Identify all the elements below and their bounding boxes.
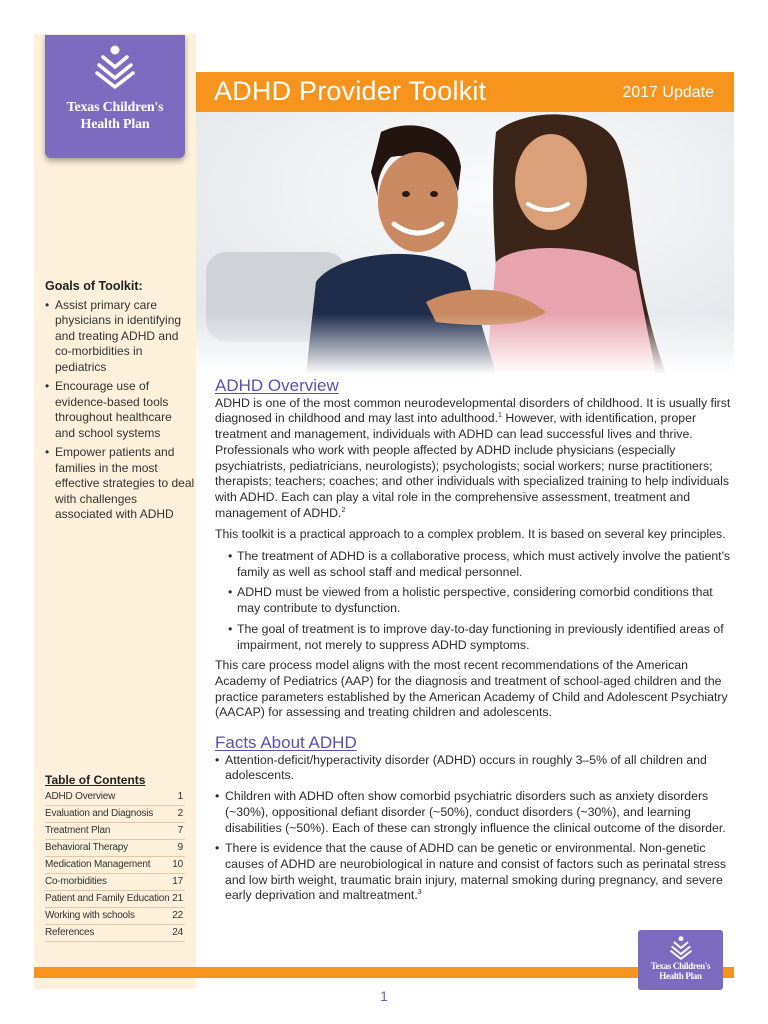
toc-label: Evaluation and Diagnosis [45, 808, 154, 819]
goals-item: • Encourage use of evidence-based tools throughout healthcare and school systems [45, 379, 195, 441]
goals-list [45, 298, 195, 523]
overview-text-b: However, with identification, proper treatment and management, individuals with ADHD can lead successful lives and thrive. Professionals who work with people affected by ADHD include physicians (especially psychiatrists, pediatricians, neurologists); psychologists; social workers; nurse practitioners; therapists; teachers; coaches; and other individuals with specialized training to help individuals with ADHD. Each can play a vital role in the comprehensive assessment, treatment and management of ADHD. [215, 411, 730, 520]
goals-section [45, 279, 195, 527]
photo-fade [196, 314, 734, 374]
toc-label: Behavioral Therapy [45, 842, 128, 853]
toc-page: 7 [177, 825, 183, 836]
toc-page: 10 [172, 859, 183, 870]
logo-name [45, 99, 185, 133]
logo-name-line2: Health Plan [659, 971, 702, 981]
table-of-contents [45, 773, 185, 942]
toc-row[interactable] [45, 891, 185, 908]
facts-list [215, 753, 735, 904]
brand-logo [45, 35, 185, 158]
toc-page: 22 [172, 910, 183, 921]
footer-logo-name [638, 961, 723, 981]
goals-item: • Empower patients and families in the most effective strategies to deal with challenges associated with ADHD [45, 445, 195, 523]
toc-row[interactable] [45, 874, 185, 891]
footnote-ref: 3 [417, 889, 422, 897]
fact-item: • Children with ADHD often show comorbid psychiatric disorders such as anxiety disorders (~30%), oppositional defiant disorder (~50%), conduct disorders (~30%), and learning disabilities (~50%). Each of these can strongly influence the clinical outcome of the disorder. [215, 789, 735, 836]
toc-page: 1 [177, 791, 183, 802]
principles-list [215, 549, 735, 653]
goals-item: • Assist primary care physicians in identifying and treating ADHD and co-morbidities in pediatrics [45, 298, 195, 376]
principle-item: • The treatment of ADHD is a collaborative process, which must actively involve the patient's family as well as school staff and medical personnel. [215, 549, 735, 580]
toc-row[interactable] [45, 908, 185, 925]
toc-label: ADHD Overview [45, 791, 116, 802]
header-bar [196, 72, 734, 112]
overview-paragraph-3: This care process model aligns with the most recent recommendations of the American Academy of Pediatrics (AAP) for the diagnosis and treatment of school-aged children and the practice parameters established by the American Academy of Child and Adolescent Psychiatry (AACAP) for assessing and treating children and adolescents. [215, 658, 728, 720]
toc-row[interactable] [45, 925, 185, 942]
fact-item: • Attention-deficit/hyperactivity disorder (ADHD) occurs in roughly 3–5% of all children and adolescents. [215, 753, 735, 784]
page-title: ADHD Provider Toolkit [214, 76, 487, 106]
toc-label: References [45, 927, 95, 938]
toc-label: Working with schools [45, 910, 135, 921]
main-content [215, 378, 735, 909]
toc-label: Medication Management [45, 859, 151, 870]
goals-heading: Goals of Toolkit: [45, 279, 143, 293]
overview-text-a: ADHD is one of the most common neurodevelopmental disorders of childhood. It is usually first diagnosed in childhood and may last into adulthood. [215, 395, 731, 426]
footnote-ref: 2 [341, 506, 346, 514]
overview-heading: ADHD Overview [215, 376, 339, 395]
heart-hands-logo-icon [95, 45, 135, 89]
facts-heading: Facts About ADHD [215, 733, 357, 753]
overview-paragraph-2: This toolkit is a practical approach to a complex problem. It is based on several key principles. [215, 527, 726, 542]
toc-row[interactable] [45, 857, 185, 874]
fact-item [215, 841, 735, 904]
toc-page: 9 [177, 842, 183, 853]
principle-item: • ADHD must be viewed from a holistic perspective, considering comorbid conditions that may contribute to dysfunction. [215, 585, 735, 616]
toc-page: 24 [172, 927, 183, 938]
toc-page: 17 [172, 876, 183, 887]
hero-photo [196, 112, 734, 374]
footer-logo [638, 930, 723, 990]
toc-label: Treatment Plan [45, 825, 111, 836]
toc-row[interactable] [45, 823, 185, 840]
logo-name-line1: Texas Children's [650, 961, 711, 971]
toc-page: 2 [177, 808, 183, 819]
footer-bar [34, 967, 734, 978]
logo-name-line1: Texas Children's [66, 100, 164, 115]
toc-row[interactable] [45, 840, 185, 857]
toc-label: Co-morbidities [45, 876, 107, 887]
page-number: 1 [380, 988, 388, 1004]
page-subtitle: 2017 Update [622, 84, 714, 101]
toc-heading: Table of Contents [45, 773, 146, 787]
toc-row[interactable] [45, 789, 185, 806]
fact-text: There is evidence that the cause of ADHD can be genetic or environmental. Non-genetic causes of ADHD are neurobiological in nature and consist of factors such as perinatal stress and low birth weight, traumatic brain injury, maternal smoking during pregnancy, and severe early deprivation and maltreatment. [225, 841, 727, 903]
overview-paragraph-1 [215, 396, 735, 522]
heart-hands-logo-icon [670, 936, 692, 960]
principle-item: • The goal of treatment is to improve day-to-day functioning in previously identified areas of impairment, not merely to suppress ADHD symptoms. [215, 622, 735, 653]
logo-name-line2: Health Plan [80, 117, 150, 132]
toc-row[interactable] [45, 806, 185, 823]
footnote-ref: 1 [498, 412, 502, 420]
toc-page: 21 [172, 893, 183, 904]
toc-label: Patient and Family Education [45, 893, 170, 904]
